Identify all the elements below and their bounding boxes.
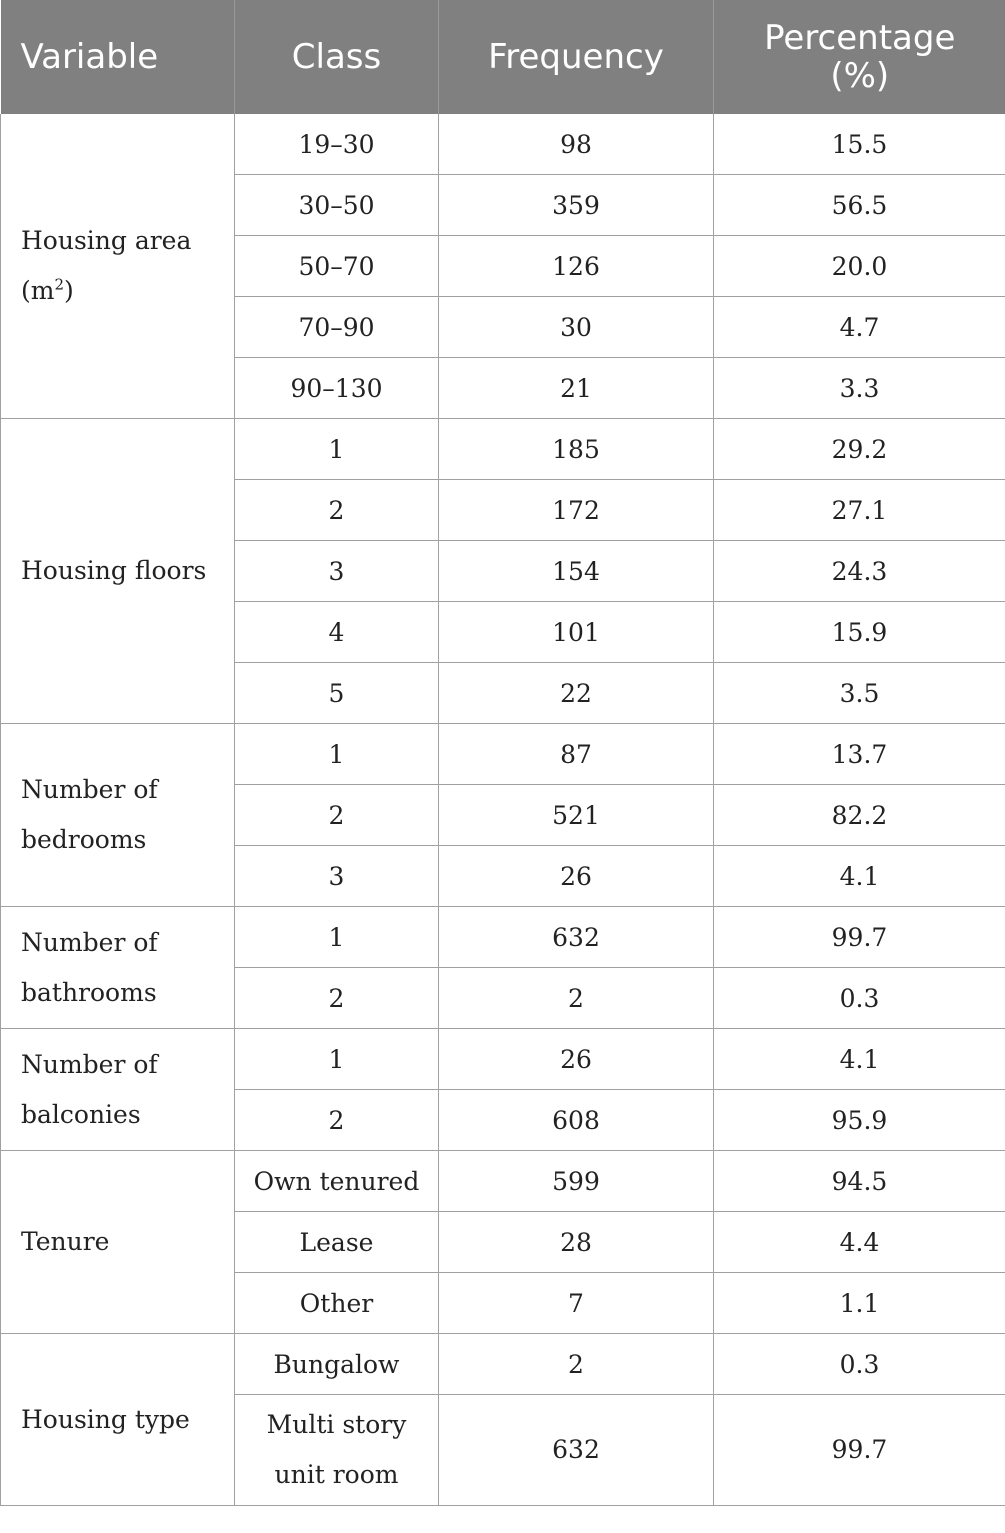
percentage-cell: 15.5 [714,114,1005,175]
table-row [1,724,1005,785]
variable-cell: Housing floors [1,419,235,724]
class-cell: 19–30 [235,114,439,175]
percentage-cell: 4.1 [714,846,1005,907]
frequency-cell: 2 [439,1334,714,1395]
variable-cell: Tenure [1,1151,235,1334]
class-cell: 2 [235,968,439,1029]
percentage-cell: 4.1 [714,1029,1005,1090]
class-cell: 1 [235,907,439,968]
class-cell: Bungalow [235,1334,439,1395]
table-body [1,114,1005,1506]
variable-cell: Number of bedrooms [1,724,235,907]
header-class: Class [235,0,439,114]
table-row [1,419,1005,480]
header-percentage-unit: (%) [830,56,890,96]
table-row [1,114,1005,175]
class-cell: 3 [235,846,439,907]
header-variable: Variable [1,0,235,114]
frequency-cell: 126 [439,236,714,297]
percentage-cell: 95.9 [714,1090,1005,1151]
frequency-cell: 632 [439,1395,714,1506]
percentage-cell: 3.3 [714,358,1005,419]
table-row [1,1151,1005,1212]
class-cell: 4 [235,602,439,663]
class-cell: Other [235,1273,439,1334]
class-cell: 90–130 [235,358,439,419]
frequency-cell: 172 [439,480,714,541]
frequency-cell: 28 [439,1212,714,1273]
class-cell: 30–50 [235,175,439,236]
percentage-cell: 0.3 [714,1334,1005,1395]
percentage-cell: 13.7 [714,724,1005,785]
percentage-cell: 24.3 [714,541,1005,602]
table-header [1,0,1005,114]
frequency-cell: 521 [439,785,714,846]
class-cell: Lease [235,1212,439,1273]
frequency-cell: 98 [439,114,714,175]
percentage-cell: 94.5 [714,1151,1005,1212]
frequency-cell: 599 [439,1151,714,1212]
class-cell: 1 [235,724,439,785]
table-row [1,907,1005,968]
frequency-cell: 185 [439,419,714,480]
header-percentage [714,0,1005,114]
frequency-cell: 632 [439,907,714,968]
frequency-cell: 22 [439,663,714,724]
frequency-cell: 7 [439,1273,714,1334]
table-row [1,1334,1005,1395]
frequency-cell: 30 [439,297,714,358]
variable-cell: Housing type [1,1334,235,1506]
frequency-cell: 21 [439,358,714,419]
percentage-cell: 1.1 [714,1273,1005,1334]
percentage-cell: 27.1 [714,480,1005,541]
percentage-cell: 82.2 [714,785,1005,846]
class-cell: 5 [235,663,439,724]
header-row [1,0,1005,114]
percentage-cell: 3.5 [714,663,1005,724]
variable-cell: Number of balconies [1,1029,235,1151]
frequency-cell: 608 [439,1090,714,1151]
frequency-cell: 154 [439,541,714,602]
percentage-cell: 15.9 [714,602,1005,663]
percentage-cell: 4.7 [714,297,1005,358]
frequency-cell: 26 [439,846,714,907]
percentage-cell: 99.7 [714,907,1005,968]
class-cell: 1 [235,419,439,480]
percentage-cell: 29.2 [714,419,1005,480]
percentage-cell: 20.0 [714,236,1005,297]
class-cell: 1 [235,1029,439,1090]
variable-cell: Number of bathrooms [1,907,235,1029]
class-cell: 2 [235,1090,439,1151]
frequency-cell: 87 [439,724,714,785]
frequency-cell: 359 [439,175,714,236]
class-cell: 70–90 [235,297,439,358]
frequency-cell: 26 [439,1029,714,1090]
variable-cell: Housing area $(m^2)$ [1,114,235,419]
class-cell: Multi story unit room [235,1395,439,1506]
header-percentage-label: Percentage [764,18,956,58]
class-cell: Own tenured [235,1151,439,1212]
percentage-cell: 0.3 [714,968,1005,1029]
percentage-cell: 99.7 [714,1395,1005,1506]
header-frequency: Frequency [439,0,714,114]
class-cell: 2 [235,785,439,846]
class-cell: 2 [235,480,439,541]
class-cell: 3 [235,541,439,602]
percentage-cell: 4.4 [714,1212,1005,1273]
class-cell: 50–70 [235,236,439,297]
frequency-cell: 2 [439,968,714,1029]
percentage-cell: 56.5 [714,175,1005,236]
frequency-cell: 101 [439,602,714,663]
table-row [1,1029,1005,1090]
